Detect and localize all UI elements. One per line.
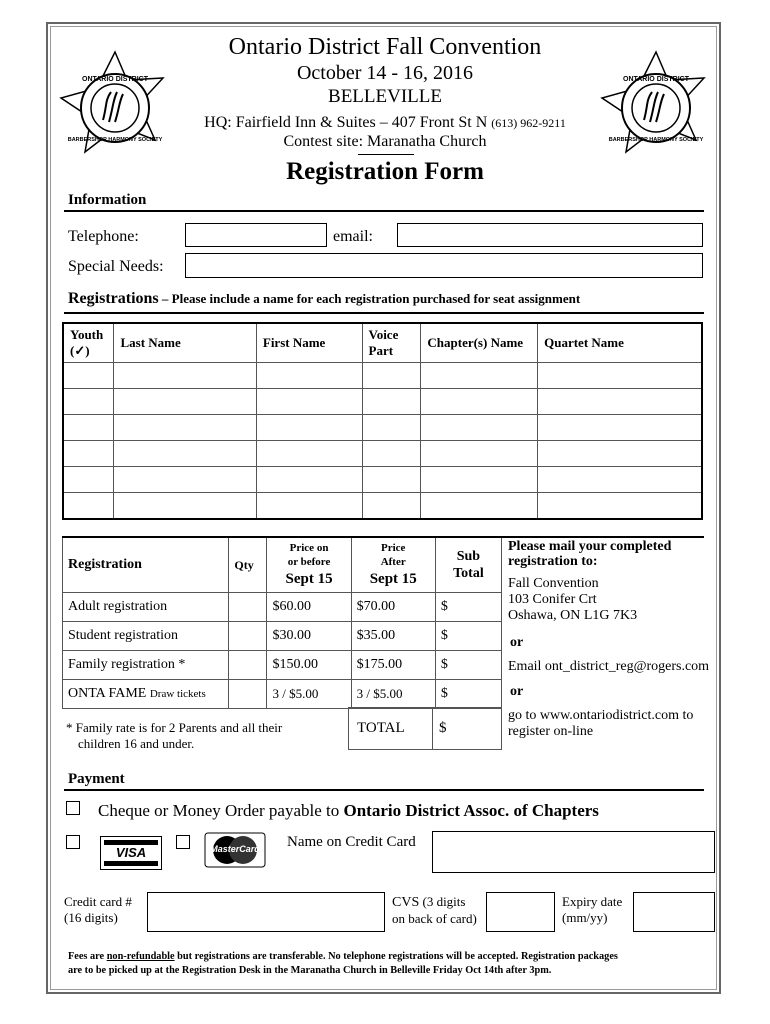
registrations-heading: Registrations [68,290,159,307]
registrations-header-row [63,323,702,363]
expiry-label-line2: (mm/yy) [562,910,608,925]
event-dates: October 14 - 16, 2016 [296,62,474,84]
col-quartet-name: Quartet Name [538,323,702,363]
form-title: Registration Form [286,158,484,185]
footer-text-1a: Fees are [68,951,107,962]
last-name-cell[interactable] [114,493,256,520]
quartet-cell[interactable] [538,389,702,415]
last-name-cell[interactable] [114,467,256,493]
mail-heading-line2: registration to: [508,554,598,569]
chapter-cell[interactable] [421,389,538,415]
quartet-cell[interactable] [538,441,702,467]
special-needs-label: Special Needs: [68,258,164,275]
cheque-line [98,801,599,821]
web-line2: register on-line [508,724,594,739]
mastercard-text: MasterCard [210,844,260,854]
price-after-cell: $175.00 [351,651,435,680]
family-footnote-line2: children 16 and under. [78,736,195,751]
youth-label: Youth [70,327,104,342]
first-name-cell[interactable] [256,389,362,415]
chapter-cell[interactable] [421,493,538,520]
qty-cell[interactable] [229,680,267,709]
name-on-card-label: Name on Credit Card [287,834,416,850]
first-name-cell[interactable] [256,467,362,493]
cvs-label-main: CVS [392,895,420,910]
telephone-label: Telephone: [68,228,139,245]
chapter-cell[interactable] [421,441,538,467]
qty-cell[interactable] [229,651,267,680]
visa-text: VISA [115,845,147,860]
col-youth [63,323,114,363]
cvs-label-line2: on back of card) [392,911,477,926]
col-first-name: First Name [256,323,362,363]
reg-type-extra: Draw tickets [149,688,206,700]
mail-info-rule [502,536,704,538]
youth-check-label: (✓) [70,343,90,358]
cheque-text: Cheque or Money Order payable to [98,801,344,820]
total-label: TOTAL [357,720,405,736]
table-row [63,363,702,389]
qty-cell[interactable] [229,593,267,622]
table-row [63,441,702,467]
youth-cell[interactable] [63,467,114,493]
quartet-cell[interactable] [538,467,702,493]
col-last-name: Last Name [114,323,256,363]
visa-checkbox[interactable] [66,835,80,849]
table-row [63,680,502,709]
price-on-cell: $30.00 [267,622,351,651]
table-row [63,651,502,680]
contest-site: Contest site: Maranatha Church [283,133,487,150]
logo-text-bottom: BARBERSHOP HARMONY SOCIETY [67,137,163,143]
cvs-label [392,894,477,927]
event-city: BELLEVILLE [328,86,442,107]
voice-part-cell[interactable] [362,389,421,415]
card-number-input[interactable] [147,892,385,932]
card-number-label [64,894,132,926]
mail-address-line1: Fall Convention [508,576,599,591]
voice-part-cell[interactable] [362,441,421,467]
mail-address-line2: 103 Conifer Crt [508,592,597,607]
ontario-district-logo-left [55,48,175,164]
table-row [63,622,502,651]
information-rule [64,210,704,212]
payment-rule [64,789,704,791]
pricing-header-row [63,537,502,593]
hq-line [170,114,600,132]
total-box [348,707,502,750]
reg-type-name: ONTA FAME [68,686,147,701]
price-after-cell: $70.00 [351,593,435,622]
table-row [63,467,702,493]
quartet-cell[interactable] [538,493,702,520]
reg-type: Adult registration [63,593,229,622]
youth-cell[interactable] [63,389,114,415]
card-number-label-line1: Credit card # [64,894,132,909]
ontario-district-logo-right [596,48,716,164]
web-line1: go to www.ontariodistrict.com to [508,708,694,723]
price-after-cell: 3 / $5.00 [351,680,435,709]
cheque-payee: Ontario District Assoc. of Chapters [343,801,599,820]
logo-text-top: ONTARIO DISTRICT [82,76,148,83]
mastercard-checkbox[interactable] [176,835,190,849]
mail-heading-line1: Please mail your completed [508,539,672,554]
chapter-cell[interactable] [421,467,538,493]
first-name-cell[interactable] [256,363,362,389]
col-voice-part [362,323,421,363]
sub-line1: Sub [456,549,481,564]
voice-part-cell[interactable] [362,363,421,389]
hq-phone: (613) 962-9211 [491,116,566,130]
price-after-cell: $35.00 [351,622,435,651]
logo-text-bottom: BARBERSHOP HARMONY SOCIETY [608,137,704,143]
last-name-cell[interactable] [114,363,256,389]
mail-address [508,576,637,624]
hq-address: HQ: Fairfield Inn & Suites – 407 Front St N [204,114,488,131]
first-name-cell[interactable] [256,415,362,441]
price-on-cell: 3 / $5.00 [267,680,351,709]
quartet-cell[interactable] [538,415,702,441]
special-needs-input[interactable] [185,253,703,278]
mastercard-icon [204,832,266,868]
telephone-input[interactable] [185,223,327,247]
reg-type: Family registration * [63,651,229,680]
reg-type [63,680,229,709]
logo-text-top: ONTARIO DISTRICT [623,76,689,83]
pricing-table [62,536,502,709]
footer-notice [68,950,708,978]
table-row [63,593,502,622]
price-on-line2: or before [287,556,331,568]
first-name-cell[interactable] [256,493,362,520]
col-registration: Registration [63,537,229,593]
chapter-cell[interactable] [421,415,538,441]
voice-label: Voice [368,327,399,342]
last-name-cell[interactable] [114,441,256,467]
col-price-on-before [267,537,351,593]
last-name-cell[interactable] [114,415,256,441]
table-row [63,389,702,415]
voice-part-cell[interactable] [362,467,421,493]
part-label: Part [368,343,394,358]
footer-text-2: are to be picked up at the Registration Desk in the Maranatha Church in Belleville Friday Oct 14th after 3pm. [68,965,552,976]
col-chapter-name: Chapter(s) Name [421,323,538,363]
first-name-cell[interactable] [256,441,362,467]
youth-cell[interactable] [63,493,114,520]
total-value[interactable]: $ [439,720,447,736]
table-row [63,493,702,520]
visa-card-icon [100,836,162,870]
header-divider [358,154,414,155]
price-on-cell: $60.00 [267,593,351,622]
voice-part-cell[interactable] [362,493,421,520]
youth-cell[interactable] [63,441,114,467]
youth-cell[interactable] [63,363,114,389]
registrations-subheading: – Please include a name for each registration purchased for seat assignment [158,291,581,306]
subtotal-cell[interactable]: $ [435,593,501,622]
mail-address-line3: Oshawa, ON L1G 7K3 [508,608,638,623]
cvs-label-note: (3 digits [419,894,466,909]
registrations-rule [64,312,704,314]
last-name-cell[interactable] [114,389,256,415]
quartet-cell[interactable] [538,363,702,389]
card-number-label-line2: (16 digits) [64,910,118,925]
qty-cell[interactable] [229,622,267,651]
registrations-table [62,322,703,520]
expiry-label-line1: Expiry date [562,894,623,909]
col-qty: Qty [229,537,267,593]
price-on-line1: Price on [289,542,329,554]
footer-non-refundable: non-refundable [106,951,175,962]
information-heading: Information [68,192,147,208]
price-after-line2: After [380,556,406,568]
expiry-input[interactable] [633,892,715,932]
family-footnote-line1: * Family rate is for 2 Parents and all their [66,720,283,735]
name-on-card-input[interactable] [432,831,715,873]
web-registration [508,708,693,740]
event-title: Ontario District Fall Convention [228,34,542,60]
cheque-checkbox[interactable] [66,801,80,815]
col-price-after [351,537,435,593]
cvs-input[interactable] [486,892,555,932]
price-after-line3: Sept 15 [369,571,417,587]
subtotal-cell[interactable]: $ [435,680,501,709]
sub-line2: Total [453,566,484,581]
or-2: or [510,684,524,699]
price-on-line3: Sept 15 [285,571,333,587]
payment-heading: Payment [68,771,125,787]
reg-type: Student registration [63,622,229,651]
subtotal-cell[interactable]: $ [435,651,501,680]
price-on-cell: $150.00 [267,651,351,680]
email-input[interactable] [397,223,703,247]
subtotal-cell[interactable]: $ [435,622,501,651]
chapter-cell[interactable] [421,363,538,389]
or-1: or [510,635,524,650]
footer-text-1c: but registrations are transferable. No telephone registrations will be accepted. Registration packages [174,951,618,962]
expiry-label [562,894,622,926]
voice-part-cell[interactable] [362,415,421,441]
youth-cell[interactable] [63,415,114,441]
email-registration: Email ont_district_reg@rogers.com [508,659,710,674]
table-row [63,415,702,441]
mail-heading [508,539,671,569]
email-label: email: [333,228,373,245]
col-sub-total [435,537,501,593]
registrations-heading-line [68,290,580,308]
price-after-line1: Price [381,542,406,554]
